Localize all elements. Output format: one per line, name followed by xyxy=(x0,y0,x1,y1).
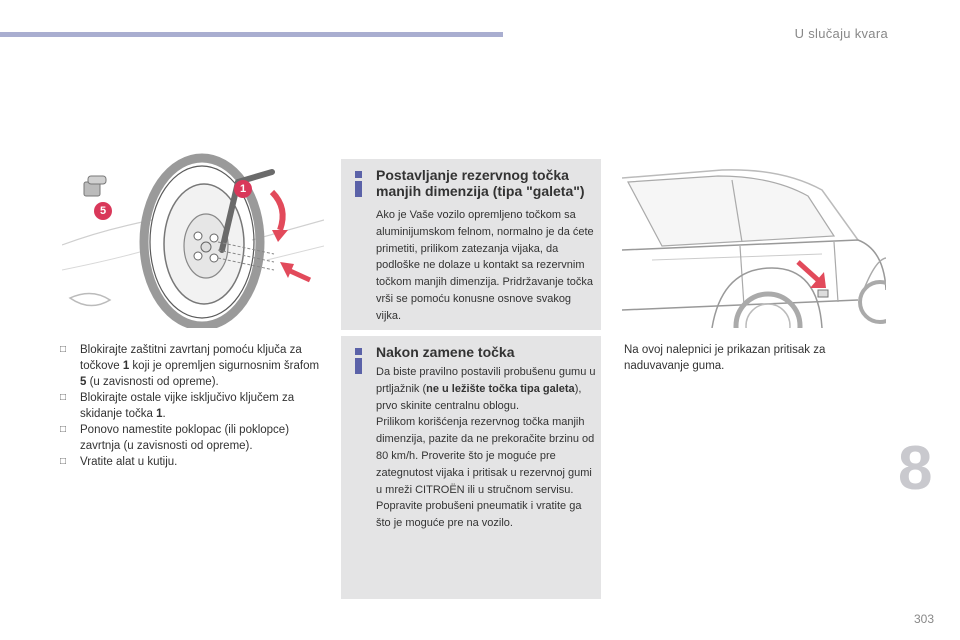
item-text: Vratite alat u kutiju. xyxy=(80,456,178,468)
info-box-title: Postavljanje rezervnog točka manjih dimenzija (tipa "galeta") xyxy=(376,167,585,199)
item-bold: 1 xyxy=(156,408,163,420)
list-item xyxy=(60,390,322,422)
header-accent-bar xyxy=(0,32,503,37)
callout-1: 1 xyxy=(234,180,252,198)
checkbox-icon: □ xyxy=(60,344,67,355)
chapter-title: U slučaju kvara xyxy=(794,26,888,41)
info-box-text: Ako je Vaše vozilo opremljeno točkom sa aluminijumskom felnom, normalno je da ćete primetiti, prilikom zatezanja vijaka, da podloške ne dolaze u kontakt sa rezervnim točkom manjih dimenzija. Pridržavanje točka vrši se pomoću konusne osnove svakog vijka. xyxy=(376,209,594,322)
info-box-after-change xyxy=(341,336,601,599)
checkbox-icon: □ xyxy=(60,424,67,435)
info-box-text xyxy=(376,364,598,532)
list-item xyxy=(60,454,322,470)
checkbox-icon: □ xyxy=(60,456,67,467)
instruction-list xyxy=(60,342,322,470)
list-item xyxy=(60,422,322,454)
item-text: (u zavisnosti od opreme). xyxy=(86,376,219,388)
checkbox-icon: □ xyxy=(60,392,67,403)
item-bold: 5 xyxy=(80,376,87,388)
info-box-spare-wheel xyxy=(341,159,601,330)
item-text: Blokirajte ostale vijke isključivo ključem za skidanje točka xyxy=(80,392,295,420)
callout-5: 5 xyxy=(94,202,112,220)
wheel-bolt-illustration xyxy=(62,150,324,328)
chapter-number: 8 xyxy=(898,434,933,503)
wheel-illustration-svg xyxy=(62,150,324,328)
list-item xyxy=(60,342,322,390)
info-box-title: Nakon zamene točka xyxy=(376,344,515,360)
car-caption: Na ovoj nalepnici je prikazan pritisak za naduvavanje guma. xyxy=(624,344,826,372)
item-text: Ponovo namestite poklopac (ili poklopce) zavrtnja (u zavisnosti od opreme). xyxy=(80,424,290,452)
text-part: Prilikom korišćenja rezervnog točka manjih dimenzija, pazite da ne prekoračite brzinu od 80 km/h. Proverite što je moguće pre zategnutost vijaka i pritisak u rezervnoj gumi u mreži CITROËN ili u stručnom servisu. Popravite probušeni pneumatik i vratite ga što je moguće pre na vozilo. xyxy=(376,416,595,530)
text-part: ), prvo skinite centralnu oblogu. xyxy=(376,382,582,412)
text-part: Da biste pravilno postavili probušenu gumu u prtljažnik ( xyxy=(376,366,596,395)
text-bold: ne u ležište točka tipa galeta xyxy=(426,382,575,395)
car-label-illustration xyxy=(622,150,886,328)
page-number: 303 xyxy=(914,612,935,626)
info-icon xyxy=(353,348,364,376)
item-text: Blokirajte zaštitni zavrtanj pomoću ključa za točkove xyxy=(80,344,302,372)
info-icon xyxy=(353,171,364,199)
item-bold: 1 xyxy=(122,360,130,372)
car-illustration-svg xyxy=(622,150,886,328)
item-text: . xyxy=(162,408,166,420)
item-text: koji je opremljen sigurnosnim šrafom xyxy=(129,360,320,372)
